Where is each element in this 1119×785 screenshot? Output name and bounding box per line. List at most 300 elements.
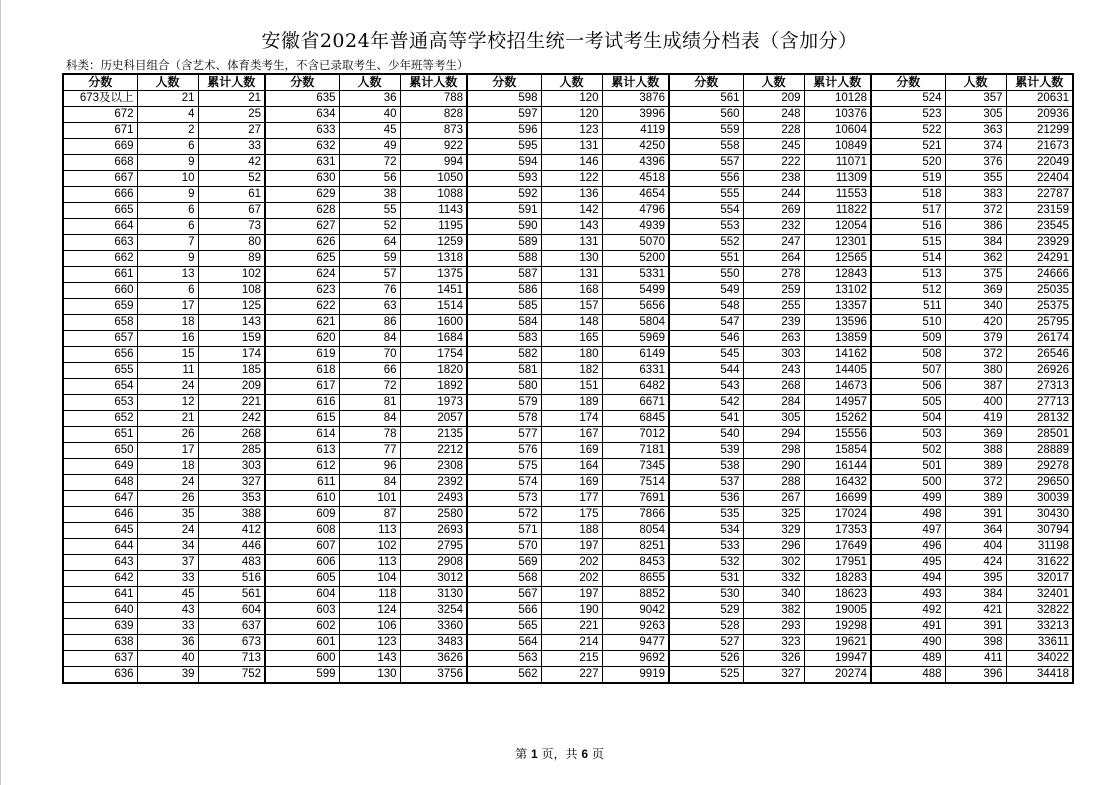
count-cell: 38: [339, 187, 400, 203]
count-cell: 21: [137, 91, 198, 107]
score-cell: 612: [265, 459, 339, 475]
count-cell: 259: [743, 283, 804, 299]
count-cell: 363: [945, 123, 1006, 139]
count-cell: 182: [541, 363, 602, 379]
cumulative-cell: 1892: [400, 379, 467, 395]
cumulative-cell: 12054: [804, 219, 871, 235]
count-cell: 70: [339, 347, 400, 363]
cumulative-cell: 10604: [804, 123, 871, 139]
count-cell: 293: [743, 619, 804, 635]
count-cell: 228: [743, 123, 804, 139]
count-cell: 268: [743, 379, 804, 395]
table-body: [63, 91, 1073, 684]
score-cell: 557: [669, 155, 743, 171]
count-cell: 143: [541, 219, 602, 235]
score-cell: 653: [63, 395, 137, 411]
cumulative-cell: 33611: [1006, 635, 1073, 651]
cumulative-cell: 994: [400, 155, 467, 171]
score-cell: 610: [265, 491, 339, 507]
score-cell: 664: [63, 219, 137, 235]
score-cell: 671: [63, 123, 137, 139]
cumulative-cell: 7345: [602, 459, 669, 475]
count-cell: 305: [743, 411, 804, 427]
count-cell: 369: [945, 427, 1006, 443]
cumulative-cell: 2392: [400, 475, 467, 491]
count-cell: 151: [541, 379, 602, 395]
count-cell: 305: [945, 107, 1006, 123]
cumulative-cell: 4250: [602, 139, 669, 155]
count-cell: 63: [339, 299, 400, 315]
cumulative-cell: 20936: [1006, 107, 1073, 123]
score-cell: 633: [265, 123, 339, 139]
score-cell: 501: [871, 459, 945, 475]
score-cell: 626: [265, 235, 339, 251]
score-cell: 618: [265, 363, 339, 379]
cumulative-cell: 8054: [602, 523, 669, 539]
score-cell: 494: [871, 571, 945, 587]
count-cell: 76: [339, 283, 400, 299]
cumulative-cell: 23159: [1006, 203, 1073, 219]
score-cell: 537: [669, 475, 743, 491]
count-cell: 84: [339, 475, 400, 491]
score-cell: 661: [63, 267, 137, 283]
cumulative-cell: 24291: [1006, 251, 1073, 267]
score-cell: 660: [63, 283, 137, 299]
cumulative-cell: 33213: [1006, 619, 1073, 635]
cumulative-cell: 9042: [602, 603, 669, 619]
count-cell: 389: [945, 491, 1006, 507]
table-row: [63, 107, 1073, 123]
cumulative-cell: 16432: [804, 475, 871, 491]
score-cell: 548: [669, 299, 743, 315]
count-cell: 190: [541, 603, 602, 619]
count-cell: 16: [137, 331, 198, 347]
count-cell: 146: [541, 155, 602, 171]
score-cell: 637: [63, 651, 137, 667]
count-cell: 120: [541, 91, 602, 107]
score-header: 分数: [669, 74, 743, 91]
score-cell: 605: [265, 571, 339, 587]
cumulative-cell: 353: [198, 491, 265, 507]
cumulative-cell: 42: [198, 155, 265, 171]
count-cell: 303: [743, 347, 804, 363]
cumulative-cell: 28132: [1006, 411, 1073, 427]
table-row: [63, 491, 1073, 507]
count-cell: 327: [743, 667, 804, 684]
table-row: [63, 123, 1073, 139]
count-cell: 33: [137, 619, 198, 635]
count-header: 人数: [945, 74, 1006, 91]
cumulative-cell: 14162: [804, 347, 871, 363]
cumulative-cell: 34022: [1006, 651, 1073, 667]
score-cell: 530: [669, 587, 743, 603]
count-cell: 221: [541, 619, 602, 635]
count-cell: 278: [743, 267, 804, 283]
score-cell: 592: [467, 187, 541, 203]
count-cell: 84: [339, 411, 400, 427]
count-cell: 81: [339, 395, 400, 411]
count-cell: 384: [945, 587, 1006, 603]
count-cell: 244: [743, 187, 804, 203]
score-cell: 555: [669, 187, 743, 203]
cumulative-cell: 67: [198, 203, 265, 219]
score-cell: 574: [467, 475, 541, 491]
count-cell: 24: [137, 475, 198, 491]
score-cell: 611: [265, 475, 339, 491]
count-cell: 387: [945, 379, 1006, 395]
cumulative-cell: 18283: [804, 571, 871, 587]
cumulative-cell: 20631: [1006, 91, 1073, 107]
score-cell: 507: [871, 363, 945, 379]
count-cell: 375: [945, 267, 1006, 283]
count-cell: 7: [137, 235, 198, 251]
cumulative-cell: 4939: [602, 219, 669, 235]
count-cell: 398: [945, 635, 1006, 651]
cumulative-cell: 29278: [1006, 459, 1073, 475]
count-cell: 64: [339, 235, 400, 251]
count-cell: 214: [541, 635, 602, 651]
score-cell: 655: [63, 363, 137, 379]
score-cell: 591: [467, 203, 541, 219]
count-cell: 296: [743, 539, 804, 555]
cumulative-cell: 27313: [1006, 379, 1073, 395]
score-cell: 570: [467, 539, 541, 555]
score-cell: 585: [467, 299, 541, 315]
count-cell: 355: [945, 171, 1006, 187]
count-cell: 369: [945, 283, 1006, 299]
score-cell: 488: [871, 667, 945, 684]
count-cell: 143: [339, 651, 400, 667]
table-row: [63, 363, 1073, 379]
score-cell: 527: [669, 635, 743, 651]
page-title: 安徽省2024年普通高等学校招生统一考试考生成绩分档表（含加分）: [261, 30, 858, 52]
cumulative-cell: 3360: [400, 619, 467, 635]
count-cell: 6: [137, 203, 198, 219]
table-row: [63, 347, 1073, 363]
cumulative-cell: 2493: [400, 491, 467, 507]
count-header: 人数: [339, 74, 400, 91]
cumulative-cell: 873: [400, 123, 467, 139]
score-cell: 636: [63, 667, 137, 684]
count-cell: 395: [945, 571, 1006, 587]
score-cell: 568: [467, 571, 541, 587]
cumulative-cell: 2795: [400, 539, 467, 555]
score-cell: 644: [63, 539, 137, 555]
cumulative-cell: 7514: [602, 475, 669, 491]
cumulative-cell: 5499: [602, 283, 669, 299]
score-cell: 513: [871, 267, 945, 283]
count-cell: 374: [945, 139, 1006, 155]
cumulative-cell: 604: [198, 603, 265, 619]
score-cell: 580: [467, 379, 541, 395]
table-row: [63, 411, 1073, 427]
table-row: [63, 427, 1073, 443]
cumulative-cell: 16144: [804, 459, 871, 475]
cumulative-cell: 8453: [602, 555, 669, 571]
score-cell: 540: [669, 427, 743, 443]
cumulative-cell: 13859: [804, 331, 871, 347]
cumulative-cell: 143: [198, 315, 265, 331]
table-row: [63, 379, 1073, 395]
table-row: [63, 91, 1073, 107]
cumulative-cell: 19621: [804, 635, 871, 651]
score-cell: 617: [265, 379, 339, 395]
score-cell: 646: [63, 507, 137, 523]
count-cell: 326: [743, 651, 804, 667]
score-cell: 577: [467, 427, 541, 443]
score-cell: 567: [467, 587, 541, 603]
count-cell: 18: [137, 459, 198, 475]
count-cell: 131: [541, 139, 602, 155]
cumulative-cell: 18623: [804, 587, 871, 603]
count-cell: 372: [945, 475, 1006, 491]
count-cell: 33: [137, 571, 198, 587]
count-cell: 84: [339, 331, 400, 347]
cumulative-header: 累计人数: [804, 74, 871, 91]
cumulative-cell: 6671: [602, 395, 669, 411]
count-cell: 243: [743, 363, 804, 379]
score-cell: 546: [669, 331, 743, 347]
count-cell: 227: [541, 667, 602, 684]
score-cell: 641: [63, 587, 137, 603]
score-cell: 651: [63, 427, 137, 443]
count-cell: 248: [743, 107, 804, 123]
score-cell: 620: [265, 331, 339, 347]
cumulative-cell: 24666: [1006, 267, 1073, 283]
cumulative-cell: 412: [198, 523, 265, 539]
count-cell: 18: [137, 315, 198, 331]
count-cell: 148: [541, 315, 602, 331]
table-row: [63, 251, 1073, 267]
count-cell: 197: [541, 587, 602, 603]
count-cell: 215: [541, 651, 602, 667]
page-edge: [0, 0, 1, 785]
cumulative-cell: 34418: [1006, 667, 1073, 684]
score-cell: 634: [265, 107, 339, 123]
score-cell: 558: [669, 139, 743, 155]
score-cell: 539: [669, 443, 743, 459]
cumulative-cell: 12565: [804, 251, 871, 267]
count-cell: 420: [945, 315, 1006, 331]
count-cell: 255: [743, 299, 804, 315]
cumulative-cell: 2057: [400, 411, 467, 427]
count-cell: 209: [743, 91, 804, 107]
cumulative-header: 累计人数: [602, 74, 669, 91]
count-cell: 123: [541, 123, 602, 139]
cumulative-cell: 4796: [602, 203, 669, 219]
score-cell: 492: [871, 603, 945, 619]
cumulative-cell: 23545: [1006, 219, 1073, 235]
score-cell: 586: [467, 283, 541, 299]
count-cell: 202: [541, 571, 602, 587]
count-cell: 396: [945, 667, 1006, 684]
count-cell: 290: [743, 459, 804, 475]
count-cell: 379: [945, 331, 1006, 347]
cumulative-cell: 30794: [1006, 523, 1073, 539]
cumulative-cell: 9263: [602, 619, 669, 635]
count-cell: 332: [743, 571, 804, 587]
cumulative-cell: 30430: [1006, 507, 1073, 523]
cumulative-cell: 73: [198, 219, 265, 235]
cumulative-cell: 13596: [804, 315, 871, 331]
count-cell: 372: [945, 347, 1006, 363]
cumulative-cell: 2693: [400, 523, 467, 539]
cumulative-cell: 15854: [804, 443, 871, 459]
score-cell: 657: [63, 331, 137, 347]
cumulative-cell: 17649: [804, 539, 871, 555]
count-cell: 386: [945, 219, 1006, 235]
cumulative-cell: 5969: [602, 331, 669, 347]
cumulative-cell: 14673: [804, 379, 871, 395]
count-cell: 131: [541, 267, 602, 283]
cumulative-cell: 5200: [602, 251, 669, 267]
score-cell: 604: [265, 587, 339, 603]
score-cell: 547: [669, 315, 743, 331]
cumulative-cell: 5070: [602, 235, 669, 251]
count-cell: 124: [339, 603, 400, 619]
count-header: 人数: [743, 74, 804, 91]
score-cell: 628: [265, 203, 339, 219]
score-cell: 582: [467, 347, 541, 363]
count-cell: 10: [137, 171, 198, 187]
table-row: [63, 459, 1073, 475]
count-cell: 9: [137, 155, 198, 171]
score-cell: 632: [265, 139, 339, 155]
count-cell: 26: [137, 427, 198, 443]
score-cell: 667: [63, 171, 137, 187]
count-cell: 86: [339, 315, 400, 331]
table-row: [63, 603, 1073, 619]
count-cell: 4: [137, 107, 198, 123]
cumulative-cell: 3756: [400, 667, 467, 684]
count-cell: 384: [945, 235, 1006, 251]
score-cell: 663: [63, 235, 137, 251]
score-cell: 512: [871, 283, 945, 299]
count-cell: 39: [137, 667, 198, 684]
score-cell: 649: [63, 459, 137, 475]
score-cell: 622: [265, 299, 339, 315]
cumulative-cell: 159: [198, 331, 265, 347]
cumulative-cell: 11822: [804, 203, 871, 219]
score-cell: 659: [63, 299, 137, 315]
score-cell: 638: [63, 635, 137, 651]
count-cell: 157: [541, 299, 602, 315]
score-cell: 666: [63, 187, 137, 203]
cumulative-cell: 26174: [1006, 331, 1073, 347]
score-cell: 493: [871, 587, 945, 603]
score-cell: 514: [871, 251, 945, 267]
count-cell: 232: [743, 219, 804, 235]
cumulative-cell: 25035: [1006, 283, 1073, 299]
score-cell: 489: [871, 651, 945, 667]
cumulative-cell: 108: [198, 283, 265, 299]
count-cell: 101: [339, 491, 400, 507]
cumulative-cell: 1514: [400, 299, 467, 315]
cumulative-cell: 2135: [400, 427, 467, 443]
score-cell: 578: [467, 411, 541, 427]
score-cell: 510: [871, 315, 945, 331]
cumulative-cell: 19005: [804, 603, 871, 619]
score-cell: 650: [63, 443, 137, 459]
count-cell: 284: [743, 395, 804, 411]
count-cell: 40: [137, 651, 198, 667]
cumulative-cell: 327: [198, 475, 265, 491]
score-cell: 619: [265, 347, 339, 363]
cumulative-cell: 125: [198, 299, 265, 315]
table-row: [63, 155, 1073, 171]
score-cell: 516: [871, 219, 945, 235]
count-cell: 294: [743, 427, 804, 443]
cumulative-cell: 1820: [400, 363, 467, 379]
table-row: [63, 203, 1073, 219]
cumulative-cell: 12843: [804, 267, 871, 283]
cumulative-cell: 285: [198, 443, 265, 459]
count-cell: 323: [743, 635, 804, 651]
cumulative-cell: 185: [198, 363, 265, 379]
count-cell: 136: [541, 187, 602, 203]
table-row: [63, 587, 1073, 603]
score-cell: 551: [669, 251, 743, 267]
cumulative-cell: 561: [198, 587, 265, 603]
cumulative-cell: 1143: [400, 203, 467, 219]
score-cell: 536: [669, 491, 743, 507]
cumulative-header: 累计人数: [198, 74, 265, 91]
count-cell: 2: [137, 123, 198, 139]
cumulative-cell: 5331: [602, 267, 669, 283]
count-cell: 15: [137, 347, 198, 363]
count-cell: 26: [137, 491, 198, 507]
cumulative-cell: 19298: [804, 619, 871, 635]
cumulative-cell: 3012: [400, 571, 467, 587]
score-cell: 581: [467, 363, 541, 379]
cumulative-cell: 23929: [1006, 235, 1073, 251]
count-cell: 329: [743, 523, 804, 539]
score-cell: 573: [467, 491, 541, 507]
cumulative-cell: 9692: [602, 651, 669, 667]
count-cell: 404: [945, 539, 1006, 555]
cumulative-cell: 11309: [804, 171, 871, 187]
count-cell: 372: [945, 203, 1006, 219]
cumulative-cell: 221: [198, 395, 265, 411]
score-cell: 599: [265, 667, 339, 684]
cumulative-cell: 12301: [804, 235, 871, 251]
cumulative-cell: 61: [198, 187, 265, 203]
cumulative-cell: 10128: [804, 91, 871, 107]
score-cell: 538: [669, 459, 743, 475]
score-cell: 491: [871, 619, 945, 635]
table-row: [63, 235, 1073, 251]
score-cell: 601: [265, 635, 339, 651]
cumulative-cell: 1600: [400, 315, 467, 331]
count-cell: 388: [945, 443, 1006, 459]
cumulative-cell: 1451: [400, 283, 467, 299]
cumulative-cell: 33: [198, 139, 265, 155]
cumulative-cell: 31622: [1006, 555, 1073, 571]
score-header: 分数: [467, 74, 541, 91]
score-cell: 584: [467, 315, 541, 331]
score-cell: 596: [467, 123, 541, 139]
score-cell: 652: [63, 411, 137, 427]
table-row: [63, 443, 1073, 459]
count-cell: 78: [339, 427, 400, 443]
table-row: [63, 507, 1073, 523]
cumulative-cell: 7181: [602, 443, 669, 459]
cumulative-cell: 9477: [602, 635, 669, 651]
cumulative-cell: 673: [198, 635, 265, 651]
cumulative-cell: 3483: [400, 635, 467, 651]
score-cell: 564: [467, 635, 541, 651]
count-cell: 21: [137, 411, 198, 427]
